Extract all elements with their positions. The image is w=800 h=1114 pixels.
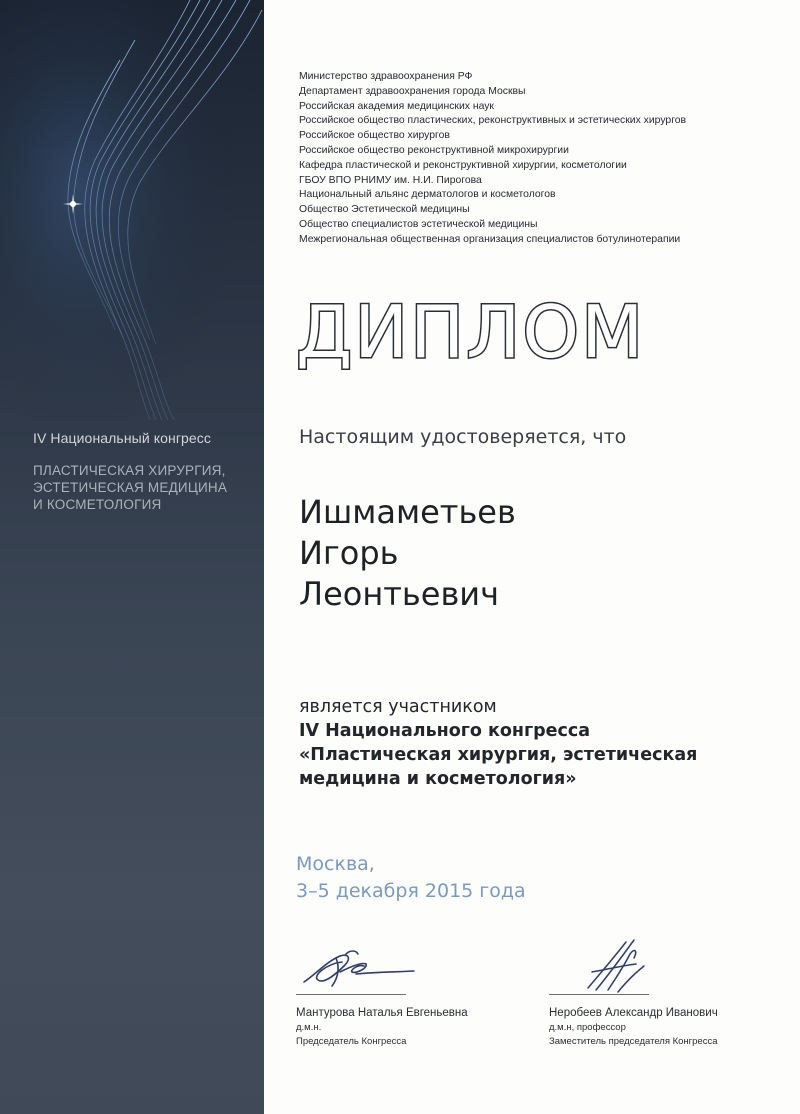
recipient-patronymic: Леонтьевич (299, 575, 499, 613)
organizer-item: Российская академия медицинских наук (299, 100, 494, 112)
congress-title-line: ЭСТЕТИЧЕСКАЯ МЕДИЦИНА (33, 480, 228, 495)
signature-nerobeev (578, 936, 658, 998)
wave-decoration (0, 0, 264, 420)
signatory-degree: д.м.н, профессор (549, 1022, 626, 1033)
congress-title-line: ПЛАСТИЧЕСКАЯ ХИРУРГИЯ, (33, 463, 226, 478)
congress-number: IV Национальный конгресс (33, 430, 212, 446)
signatory-name: Мантурова Наталья Евгеньевна (296, 1007, 468, 1019)
diploma-title: ДИПЛОМ (296, 290, 646, 374)
organizer-item: Общество Эстетической медицины (299, 204, 470, 216)
recipient-name (299, 492, 516, 615)
participation-line: является участником (299, 697, 497, 717)
organizer-item: ГБОУ ВПО РНИМУ им. Н.И. Пирогова (299, 174, 482, 186)
city: Москва, (296, 853, 375, 875)
congress-title (33, 462, 258, 513)
participation-line: медицина и косметология» (299, 769, 577, 789)
organizer-item: Кафедра пластической и реконструктивной хирургии, косметологии (299, 159, 627, 171)
organizer-item: Общество специалистов эстетической медицины (299, 218, 538, 230)
organizer-item: Национальный альянс дерматологов и косметологов (299, 189, 556, 201)
participation-text (299, 695, 779, 791)
participation-line: IV Национального конгресса (299, 721, 591, 741)
organizers-list (299, 70, 779, 248)
recipient-surname: Ишмаметьев (299, 493, 516, 531)
organizer-item: Межрегиональная общественная организация специалистов ботулинотерапии (299, 233, 681, 245)
signature-line (549, 994, 649, 995)
sidebar-panel (0, 0, 264, 1114)
signatory-degree: д.м.н. (296, 1022, 322, 1033)
signature-mantourova (296, 944, 426, 994)
signatory-role: Заместитель председателя Конгресса (549, 1036, 718, 1047)
organizer-item: Министерство здравоохранения РФ (299, 71, 473, 82)
recipient-first-name: Игорь (299, 534, 399, 572)
organizer-item: Российское общество реконструктивной микрохирургии (299, 144, 569, 156)
participation-line: «Пластическая хирургия, эстетическая (299, 745, 698, 765)
place-date (296, 851, 526, 905)
organizer-item: Российское общество хирургов (299, 130, 450, 142)
organizer-item: Российское общество пластических, реконструктивных и эстетических хирургов (299, 115, 687, 127)
signatory-chairman (296, 1006, 468, 1048)
certify-text: Настоящим удостоверяется, что (299, 426, 627, 448)
congress-title-line: И КОСМЕТОЛОГИЯ (33, 497, 162, 512)
signatory-role: Председатель Конгресса (296, 1036, 407, 1047)
signatory-name: Неробеев Александр Иванович (549, 1007, 718, 1019)
organizer-item: Департамент здравоохранения города Москвы (299, 85, 526, 97)
signatory-vice-chairman (549, 1006, 718, 1048)
event-dates: 3–5 декабря 2015 года (296, 880, 526, 902)
signature-line (296, 994, 406, 995)
